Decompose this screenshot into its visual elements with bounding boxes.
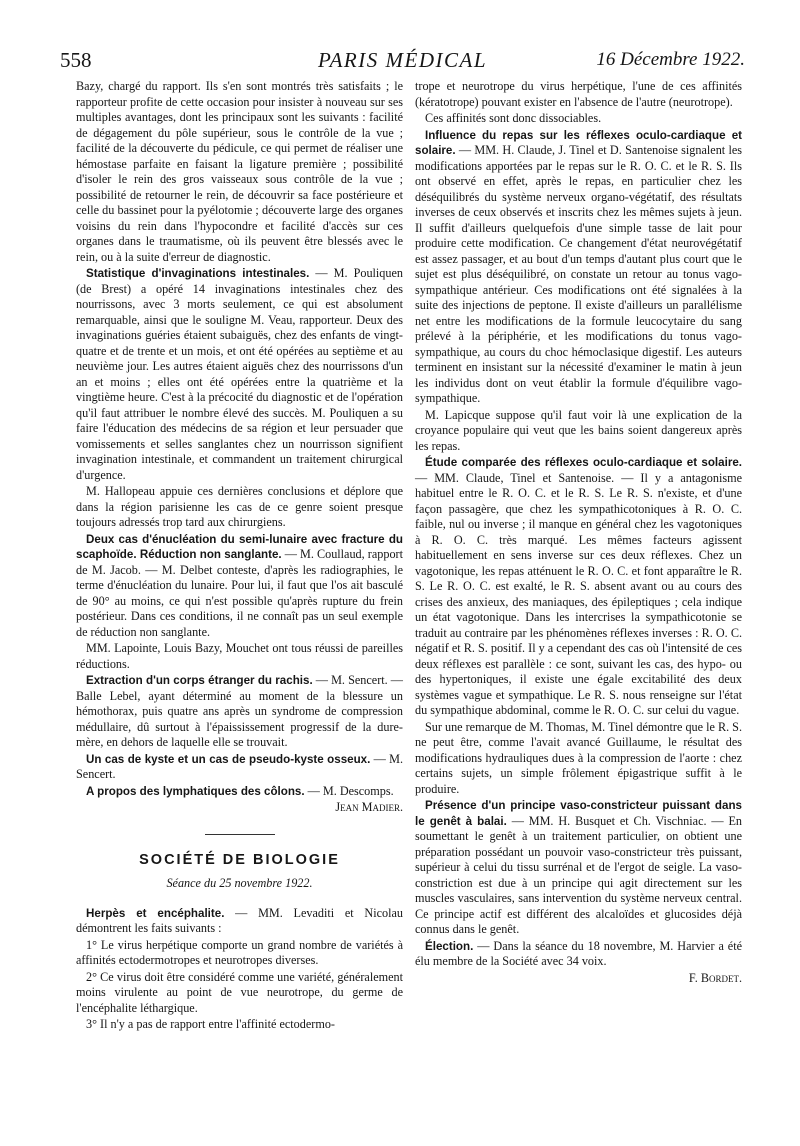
article-influence-repas: [415, 128, 742, 407]
paragraph-hallopeau: M. Hallopeau appuie ces dernières conclusions et déplore que dans la région parisienne les cas de ce genre soient presque toujours adressés trop tard aux chirurgiens.: [76, 484, 403, 529]
article-heading: Extraction d'un corps étranger du rachis.: [86, 674, 313, 687]
article-body: — MM. H. Claude, J. Tinel et D. Santenoise signalent les modifications apportées par le repas sur le R. O. C. et le R. S. Ils ont observé en effet, après le repas, en particulier chez les déséquilibrés du système nerveux organo-végétatif, des résultats inverses de ceux observés et inscrits chez les mêmes sujets à jeun. Il suffit d'ailleurs quelquefois d'une simple tasse de lait pour produire cette modification. Ce changement d'état neurovégétatif est assez passager, et au bout d'un temps d'autant plus court que le sujet est plus déséquilibré, on constate un retour au tonus vago-sympathique antérieur. Ces modifications ont été signalées à la suite des injections de peptone. Il existe d'ailleurs un parallélisme net entre les modifications de la formule leucocytaire du sang prélevé à la périphérie, et les modifications du tonus vago-sympathique, au cours du choc hémoclasique digestif. Les auteurs terminent en insistant sur la nécessité d'examiner le matin à jeun les individus dont on veut établir la formule d'équilibre vago-sympathique.: [415, 143, 742, 405]
paragraph-lapointe: MM. Lapointe, Louis Bazy, Mouchet ont tous réussi de pareilles réductions.: [76, 641, 403, 671]
article-herpes: [76, 906, 403, 937]
paragraph-lapicque: M. Lapicque suppose qu'il faut voir là une explication de la croyance populaire qui veut que les bains soient dangereux après les repas.: [415, 407, 742, 453]
session-date: Séance du 25 novembre 1922.: [166, 876, 313, 890]
section-divider: [205, 834, 275, 835]
article-kyste: [76, 752, 403, 783]
signature-name: Jean Madier.: [335, 800, 403, 814]
paragraph-dissociables: Ces affinités sont donc dissociables.: [425, 111, 602, 125]
article-corps-etranger: [76, 673, 403, 751]
journal-title: PARIS MÉDICAL: [317, 48, 487, 72]
article-heading: Un cas de kyste et un cas de pseudo-kyste osseux.: [86, 752, 371, 766]
article-heading: Herpès et encéphalite.: [86, 906, 225, 920]
issue-date: 16 Décembre 1922.: [596, 49, 745, 70]
article-body: — M. Descomps.: [304, 783, 394, 798]
left-column: [76, 79, 403, 1034]
article-lymphatiques: [76, 784, 403, 800]
article-heading: Deux cas d'énucléation du semi-lunaire avec fracture du scaphoïde. Réduction non sanglante.: [76, 532, 403, 561]
list-item: 3° Il n'y a pas de rapport entre l'affinité ectodermo-: [86, 1017, 335, 1031]
article-body: — Dans la séance du 18 novembre, M. Harvier a été élu membre de la Société avec 34 voix.: [415, 938, 742, 968]
paragraph-continuation: trope et neurotrope du virus herpétique, l'une de ces affinités (kératotrope) pouvant exister en l'absence de l'autre (neurotrope).: [415, 79, 742, 109]
article-body: — MM. H. Busquet et Ch. Vischniac. — En soumettant le genêt à un traitement particulier, on obtient une préparation possédant un pouvoir vaso-constricteur très puissant, supérieur à celui du tissu surrénal et de l'ergot de seigle. La vaso-constriction est due à un principe qui agit directement sur les muscles vasculaires, sans intervention du système nerveux central. Ce principe actif est différent des alcaloïdes et glucosides déjà connus dans le genêt.: [415, 813, 743, 936]
list-item: 2° Ce virus doit être considéré comme une variété, généralement moins virulente au point de vue neurotrope, du germe de l'encéphalite léthargique.: [76, 969, 403, 1015]
right-column: [415, 79, 742, 986]
page-header: [60, 48, 745, 74]
paragraph-bazy-report: Bazy, chargé du rapport. Ils s'en sont montrés très satisfaits ; le rapporteur profite de cette occasion pour insister à nouveau sur ses multiples avantages, dont les principaux sont les suivants : facilité de dégagement du pôle supérieur, sous le contrôle de la vue ; facilité de la découverte du pédicule, ce qui permet de réaliser une hémostase parfaite en faisant la ligature première ; possibilité d'isoler le rein des gros vaisseaux sous contrôle de la vue ; possibilité de retourner le rein, de découvrir sa face postérieure et celle du bassinet pour la pyélotomie ; découverte large des organes voisins du rein dans l'hypocondre et facilité d'accès sur ces organes dans le traumatisme, où ils peuvent être blessés avec le rein, ou à la suite d'erreur de diagnostic.: [76, 79, 403, 264]
signature-name: F. Bordet.: [688, 970, 742, 985]
article-body: — M. Sencert.: [76, 751, 403, 781]
article-semi-lunaire: [76, 532, 403, 641]
article-invaginations: [76, 266, 403, 483]
article-heading: Élection.: [425, 939, 474, 953]
article-body: — MM. Levaditi et Nicolau démontrent les faits suivants :: [76, 905, 403, 935]
article-heading: A propos des lymphatiques des côlons.: [86, 784, 305, 798]
section-signature: [76, 800, 403, 816]
article-heading: Étude comparée des réflexes oculo-cardiaque et solaire.: [425, 456, 742, 469]
article-body: — M. Sencert. — Balle Lebel, ayant déterminé au moment de la blessure un hémothorax, puis quatre ans après un syndrome de compression médullaire, dû surtout à l'épaississement progressif de la dure-mère, en dehors de laquelle elle se trouvait.: [76, 673, 403, 749]
article-body: — MM. Claude, Tinel et Santenoise. — Il y a antagonisme habituel entre le R. O. C. et le R. S. Le R. S. n'existe, et d'une façon passagère, que chez les sympathicotoniques à R. O. C. faible, nul ou inverse ; il manque en général chez les vagotoniques à R. O. C. très marqué. Les mêmes facteurs agissent habituellement en sens inverse sur ces deux réflexes. Chez un vagotonique, les repas atténuent le R. O. C. et font apparaître le R. S. Le R. O. C. est exalté, le R. S. absent avant ou au cours des crises des anxieux, des maniaques, des épileptiques ; cela indique un état vagotonique. Dans les intercrises la sympathicotonie se traduit au contraire par les phénomènes réflexes inverses : R. O. C. négatif et R. S. positif. Il y a cependant des cas où l'intensité de ces deux réflexes est parallèle : ce sont, suivant les cas, des hypo- ou des hypertoniques, il existe une égale excitabilité des deux systèmes vague et sympathique. Le R. S. nous renseigne sur l'état du sympathique abdominal, comme le R. O. C. sur celui du vague.: [415, 470, 742, 717]
list-item: 1° Le virus herpétique comporte un grand nombre de variétés à affinités ectodermotropes et neurotropes diverses.: [76, 937, 403, 967]
article-body: — M. Pouliquen (de Brest) a opéré 14 invaginations intestinales chez des nourrissons, avec 3 morts seulement, ce qui est absolument remarquable, ainsi que le souligne M. Veau, rapporteur. Deux des invaginations guéries étaient subaiguës, chez des enfants de vingt-quatre et de trente et un mois, et ont été opérées au septième et au neuvième jour. Les autres étaient aiguës chez des nourrissons d'un an et moins ; elles ont été opérées entre la quatrième et la vingtième heure. C'est à la précocité du diagnostic et de l'opération qu'il faut attribuer le nombre élevé des succès. M. Pouliquen a su faire l'éducation des médecins de sa région et leur persuader que vomissements et selles sanglantes chez un nourrisson signifient invagination intestinale, et commandent un traitement chirurgical d'urgence.: [76, 266, 403, 482]
article-heading: Présence d'un principe vaso-constricteur puissant dans le genêt à balai.: [415, 799, 742, 828]
paragraph-thomas-tinel: Sur une remarque de M. Thomas, M. Tinel démontre que le R. S. ne peut être, comme l'avait avancé Guillaume, le résultat des modifications hydrauliques dues à la compression de l'aorte : chez certains sujets, un simple frôlement épigastrique suffit à le produire.: [415, 719, 742, 796]
article-genet: [415, 798, 742, 938]
society-heading: SOCIÉTÉ DE BIOLOGIE: [139, 851, 340, 868]
section-signature: [415, 971, 742, 987]
article-body: — M. Coullaud, rapport de M. Jacob. — M. Delbet conteste, d'après les radiographies, le terme d'énucléation du lunaire. Pour lui, il faut que l'os ait basculé de 90° au moins, ce qui n'est possible qu'après rupture du frein postérieur. Dans ces conditions, il ne connaît pas un seul exemple de réduction non sanglante.: [76, 547, 403, 639]
article-heading: Influence du repas sur les réflexes oculo-cardiaque et solaire.: [415, 128, 742, 157]
article-election: [415, 939, 742, 970]
article-heading: Statistique d'invaginations intestinales.: [86, 267, 310, 280]
page-number: 558: [60, 48, 92, 72]
article-etude-comparee: [415, 455, 742, 719]
